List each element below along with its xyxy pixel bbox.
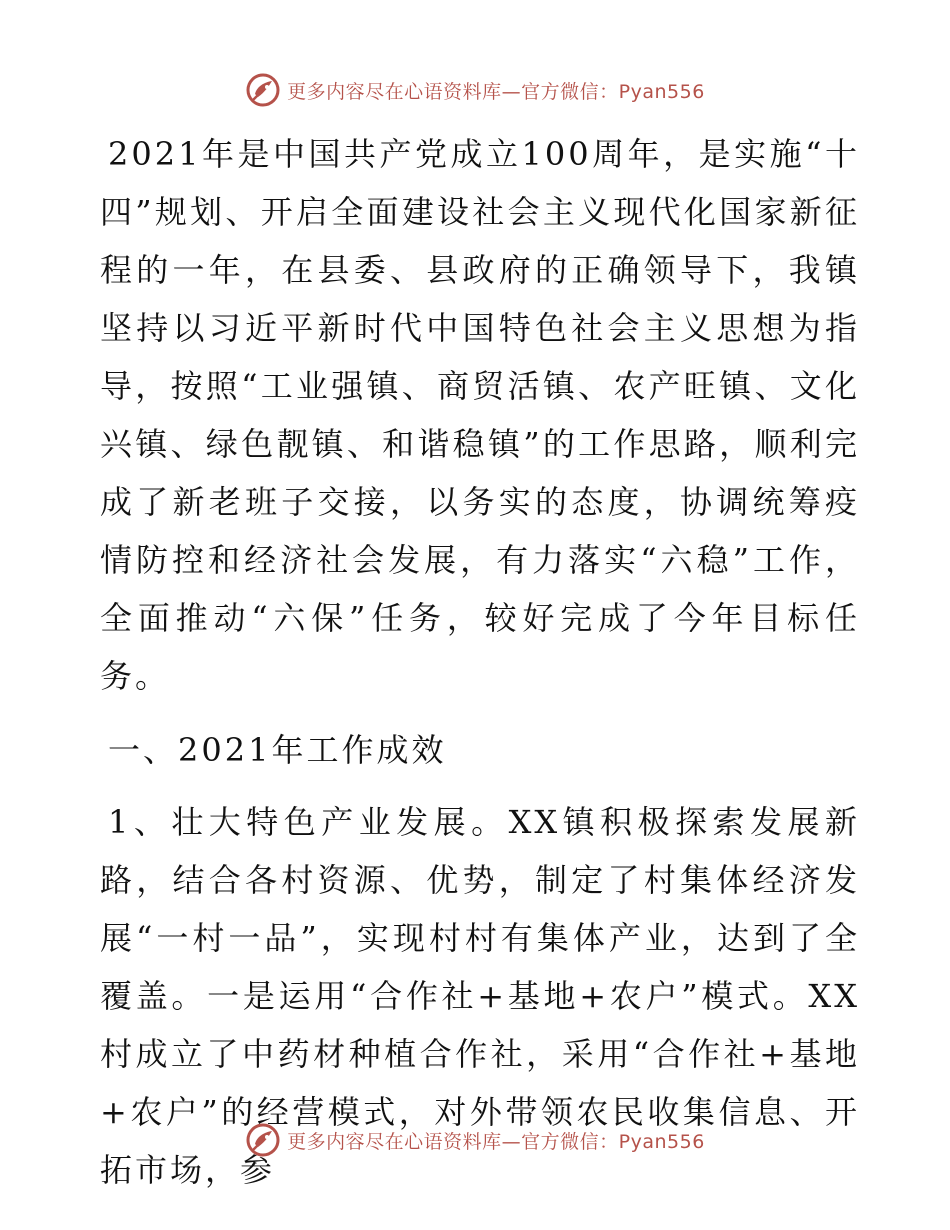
pen-heart-logo-icon (245, 72, 281, 108)
header-watermark-banner (0, 68, 950, 112)
footer-watermark-banner (0, 1118, 950, 1162)
document-body (100, 125, 860, 1199)
intro-paragraph: 2021年是中国共产党成立100周年，是实施“十四”规划、开启全面建设社会主义现代化国家新征程的一年，在县委、县政府的正确领导下，我镇坚持以习近平新时代中国特色社会主义思想为指导，按照“工业强镇、商贸活镇、农产旺镇、文化兴镇、绿色靓镇、和谐稳镇”的工作思路，顺利完成了新老班子交接，以务实的态度，协调统筹疫情防控和经济社会发展，有力落实“六稳”工作，全面推动“六保”任务，较好完成了今年目标任务。 (100, 135, 860, 695)
watermark-text: 更多内容尽在心语资料库—官方微信：Pyan556 (287, 1130, 705, 1153)
pen-heart-logo-icon (245, 1122, 281, 1158)
section-heading: 一、2021年工作成效 (108, 731, 447, 769)
watermark-text: 更多内容尽在心语资料库—官方微信：Pyan556 (287, 80, 705, 103)
section-paragraph: 1、壮大特色产业发展。XX镇积极探索发展新路，结合各村资源、优势，制定了村集体经济发展“一村一品”，实现村村有集体产业，达到了全覆盖。一是运用“合作社+基地+农户”模式。XX村成立了中药材种植合作社，采用“合作社+基地+农户”的经营模式，对外带领农民收集信息、开拓市场，参 (100, 803, 860, 1189)
